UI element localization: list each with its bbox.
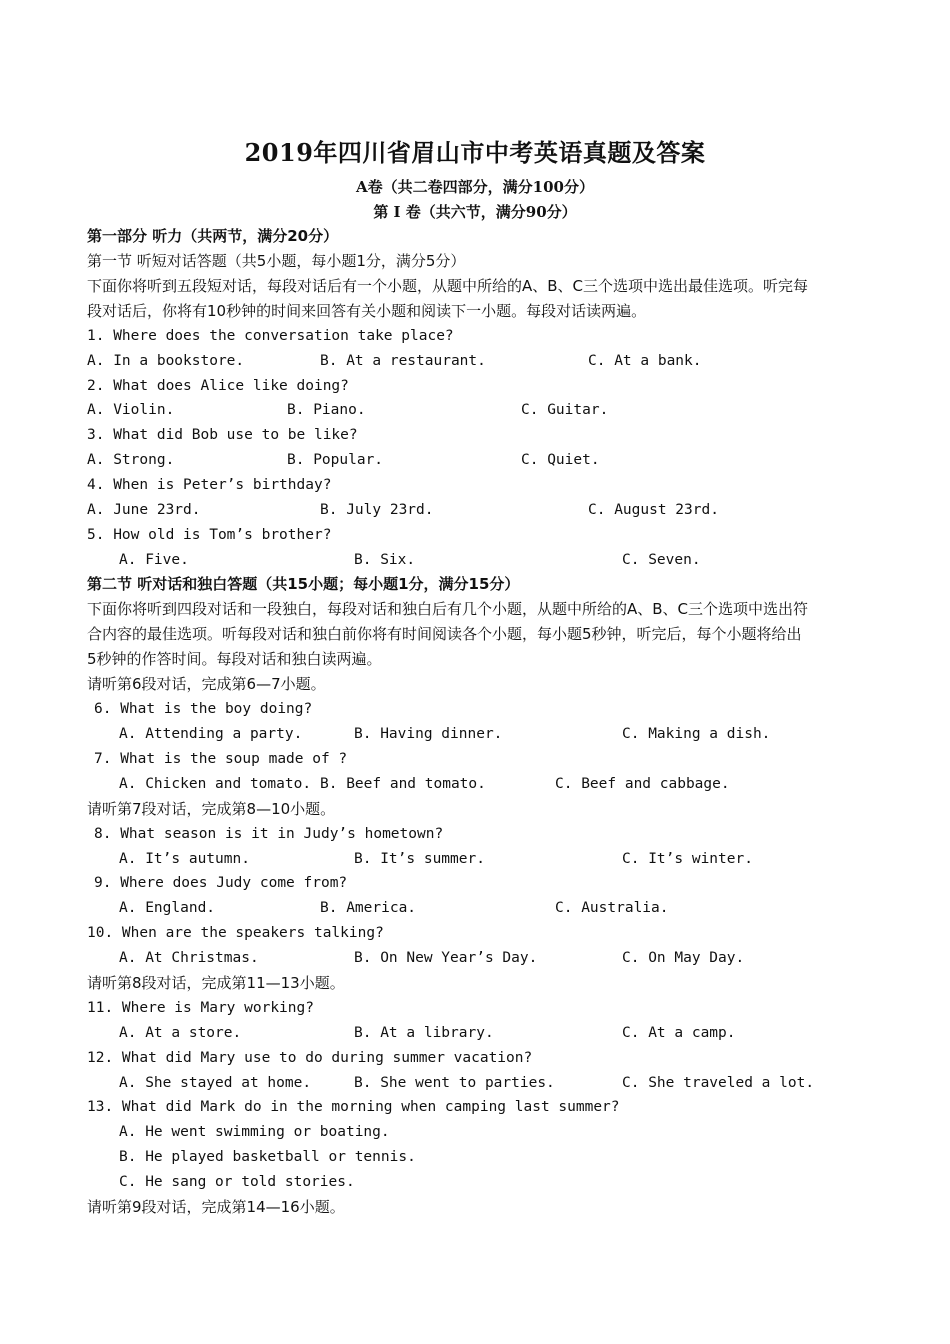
q1-option-a: A. In a bookstore. — [87, 353, 245, 369]
dialog-7-instruction: 请听第7段对话，完成第8—10小题。 — [87, 800, 336, 818]
section2-instruction-line1: 下面你将听到四段对话和一段独白，每段对话和独白后有几个小题，从题中所给的A、B、C三个选项中选出符 — [87, 600, 809, 618]
q4-option-a: A. June 23rd. — [87, 502, 201, 518]
question-3: 3. What did Bob use to be like? — [87, 427, 358, 443]
q8-option-b: B. It’s summer. — [354, 851, 485, 867]
part1-heading: 第一部分 听力（共两节，满分20分） — [87, 227, 339, 245]
section2-instruction-line2: 合内容的最佳选项。听每段对话和独白前你将有时间阅读各个小题，每小题5秒钟，听完后，每个小题将给出 — [87, 625, 802, 643]
section1-heading: 第一节 听短对话答题（共5小题，每小题1分，满分5分） — [87, 252, 466, 270]
question-4: 4. When is Peter’s birthday? — [87, 477, 332, 493]
question-10: 10. When are the speakers talking? — [87, 925, 384, 941]
q10-option-c: C. On May Day. — [622, 950, 745, 966]
page-title: 2019年四川省眉山市中考英语真题及答案 — [244, 138, 706, 167]
q5-option-b: B. Six. — [354, 552, 416, 568]
q12-option-b: B. She went to parties. — [354, 1075, 555, 1091]
q11-option-c: C. At a camp. — [622, 1025, 736, 1041]
q1-option-c: C. At a bank. — [588, 353, 702, 369]
q2-option-a: A. Violin. — [87, 402, 175, 418]
q11-option-a: A. At a store. — [119, 1025, 242, 1041]
section1-instruction-line1: 下面你将听到五段短对话，每段对话后有一个小题，从题中所给的A、B、C三个选项中选出最佳选项。听完每 — [87, 277, 809, 295]
q4-option-b: B. July 23rd. — [320, 502, 434, 518]
volume-1-subtitle: 第 I 卷（共六节，满分90分） — [373, 203, 577, 221]
q12-option-c: C. She traveled a lot. — [622, 1075, 815, 1091]
q12-option-a: A. She stayed at home. — [119, 1075, 312, 1091]
question-1: 1. Where does the conversation take place? — [87, 328, 454, 344]
q9-option-c: C. Australia. — [555, 900, 669, 916]
q3-option-b: B. Popular. — [287, 452, 384, 468]
q8-option-a: A. It’s autumn. — [119, 851, 250, 867]
q5-option-a: A. Five. — [119, 552, 189, 568]
section1-instruction-line2: 段对话后，你将有10秒钟的时间来回答有关小题和阅读下一小题。每段对话读两遍。 — [87, 302, 647, 320]
q7-option-c: C. Beef and cabbage. — [555, 776, 730, 792]
question-7: 7. What is the soup made of ? — [94, 751, 348, 767]
q10-option-b: B. On New Year’s Day. — [354, 950, 538, 966]
q7-option-b: B. Beef and tomato. — [320, 776, 486, 792]
section2-heading: 第二节 听对话和独白答题（共15小题；每小题1分，满分15分） — [87, 575, 520, 593]
section2-instruction-line3: 5秒钟的作答时间。每段对话和独白读两遍。 — [87, 650, 382, 668]
q13-option-a: A. He went swimming or boating. — [119, 1124, 390, 1140]
dialog-8-instruction: 请听第8段对话，完成第11—13小题。 — [87, 974, 345, 992]
q9-option-b: B. America. — [320, 900, 417, 916]
volume-a-subtitle: A卷（共二卷四部分，满分100分） — [356, 178, 594, 196]
q2-option-b: B. Piano. — [287, 402, 366, 418]
q9-option-a: A. England. — [119, 900, 216, 916]
q13-option-c: C. He sang or told stories. — [119, 1174, 355, 1190]
dialog-9-instruction: 请听第9段对话，完成第14—16小题。 — [87, 1198, 345, 1216]
question-9: 9. Where does Judy come from? — [94, 875, 348, 891]
q13-option-b: B. He played basketball or tennis. — [119, 1149, 416, 1165]
q8-option-c: C. It’s winter. — [622, 851, 753, 867]
question-13: 13. What did Mark do in the morning when camping last summer? — [87, 1099, 620, 1115]
q10-option-a: A. At Christmas. — [119, 950, 259, 966]
q3-option-c: C. Quiet. — [521, 452, 600, 468]
question-12: 12. What did Mary use to do during summer vacation? — [87, 1050, 533, 1066]
q11-option-b: B. At a library. — [354, 1025, 494, 1041]
q3-option-a: A. Strong. — [87, 452, 175, 468]
q4-option-c: C. August 23rd. — [588, 502, 719, 518]
question-5: 5. How old is Tom’s brother? — [87, 527, 332, 543]
q1-option-b: B. At a restaurant. — [320, 353, 486, 369]
q7-option-a: A. Chicken and tomato. — [119, 776, 312, 792]
dialog-6-instruction: 请听第6段对话，完成第6—7小题。 — [87, 675, 326, 693]
question-6: 6. What is the boy doing? — [94, 701, 313, 717]
q6-option-b: B. Having dinner. — [354, 726, 503, 742]
question-2: 2. What does Alice like doing? — [87, 378, 349, 394]
q6-option-c: C. Making a dish. — [622, 726, 771, 742]
question-11: 11. Where is Mary working? — [87, 1000, 314, 1016]
q2-option-c: C. Guitar. — [521, 402, 609, 418]
q5-option-c: C. Seven. — [622, 552, 701, 568]
q6-option-a: A. Attending a party. — [119, 726, 303, 742]
question-8: 8. What season is it in Judy’s hometown? — [94, 826, 444, 842]
